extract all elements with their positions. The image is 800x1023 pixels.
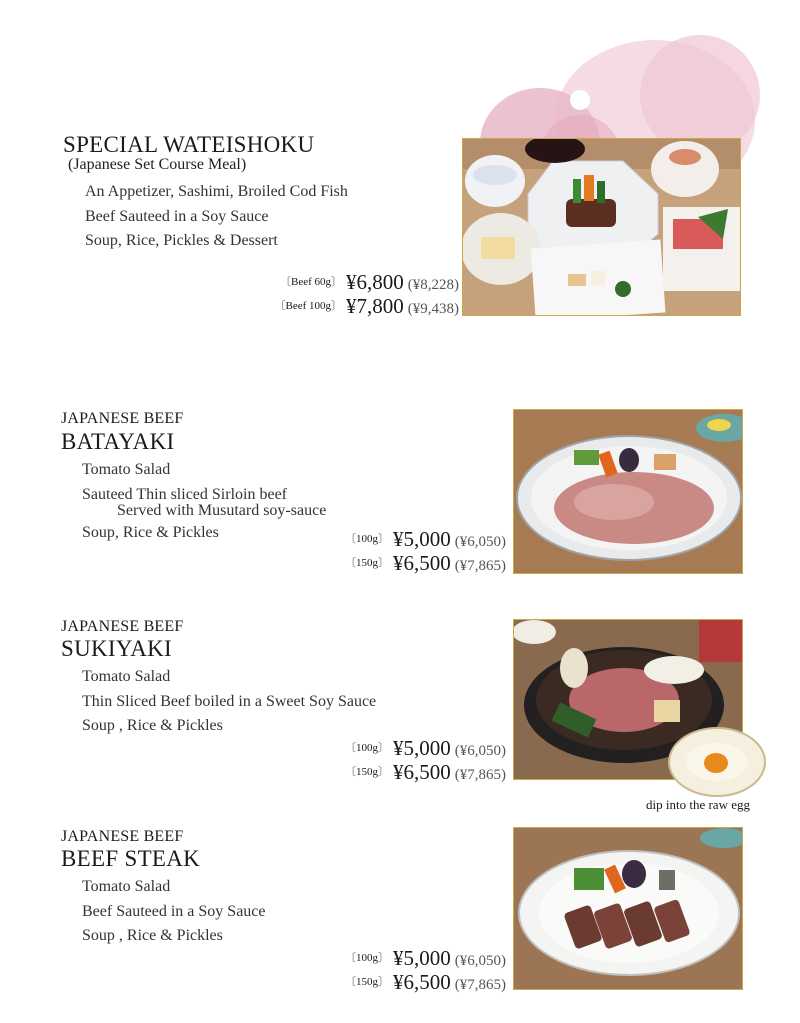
menu-item: Soup , Rice & Pickles xyxy=(82,717,223,734)
price-tag: 〔100g〕 xyxy=(345,533,389,545)
price-tag: 〔Beef 60g〕 xyxy=(279,276,342,288)
menu-item: Tomato Salad xyxy=(82,668,171,685)
price-row xyxy=(345,946,506,971)
menu-item: Soup , Rice & Pickles xyxy=(82,927,223,944)
price-tag: 〔100g〕 xyxy=(345,742,389,754)
price-with-tax: (¥6,050) xyxy=(454,534,506,550)
price: ¥7,800 xyxy=(346,294,404,318)
beef-steak-photo xyxy=(513,827,743,990)
section-title: BEEF STEAK xyxy=(61,846,201,871)
menu-item: Soup, Rice, Pickles & Dessert xyxy=(85,232,278,249)
price-tag: 〔Beef 100g〕 xyxy=(274,300,342,312)
price-with-tax: (¥7,865) xyxy=(454,558,506,574)
price: ¥5,000 xyxy=(393,527,451,551)
menu-item: Tomato Salad xyxy=(82,878,171,895)
price-row xyxy=(280,270,459,295)
section-subtitle: (Japanese Set Course Meal) xyxy=(68,156,247,173)
menu-item: Tomato Salad xyxy=(82,461,171,478)
price: ¥6,800 xyxy=(346,270,404,294)
price-with-tax: (¥6,050) xyxy=(454,743,506,759)
section-title: BATAYAKI xyxy=(61,429,175,454)
price: ¥6,500 xyxy=(393,760,451,784)
batayaki-photo xyxy=(513,409,743,574)
price-row xyxy=(345,527,506,552)
section-category: JAPANESE BEEF xyxy=(61,828,184,845)
price-with-tax: (¥9,438) xyxy=(407,301,459,317)
price-tag: 〔150g〕 xyxy=(345,766,389,778)
price-with-tax: (¥8,228) xyxy=(407,277,459,293)
price-row xyxy=(345,970,506,995)
section-title: SUKIYAKI xyxy=(61,636,173,661)
price: ¥5,000 xyxy=(393,736,451,760)
menu-item: Beef Sauteed in a Soy Sauce xyxy=(85,208,269,225)
price-with-tax: (¥7,865) xyxy=(454,977,506,993)
section-category: JAPANESE BEEF xyxy=(61,618,184,635)
price-tag: 〔150g〕 xyxy=(345,976,389,988)
price-row xyxy=(345,551,506,576)
price-tag: 〔100g〕 xyxy=(345,952,389,964)
price-row xyxy=(345,760,506,785)
price-tag: 〔150g〕 xyxy=(345,557,389,569)
section-category: JAPANESE BEEF xyxy=(61,410,184,427)
price: ¥6,500 xyxy=(393,970,451,994)
price: ¥6,500 xyxy=(393,551,451,575)
price-with-tax: (¥7,865) xyxy=(454,767,506,783)
menu-item: Served with Musutard soy-sauce xyxy=(117,502,327,519)
price: ¥5,000 xyxy=(393,946,451,970)
price-row xyxy=(345,736,506,761)
raw-egg-bowl xyxy=(668,727,766,797)
menu-item: Beef Sauteed in a Soy Sauce xyxy=(82,903,266,920)
menu-item: Sauteed Thin sliced Sirloin beef xyxy=(82,486,287,503)
price-row xyxy=(274,294,459,319)
photo-caption: dip into the raw egg xyxy=(646,797,750,812)
set-meal-photo xyxy=(462,138,741,316)
menu-item: Soup, Rice & Pickles xyxy=(82,524,219,541)
price-with-tax: (¥6,050) xyxy=(454,953,506,969)
menu-item: An Appetizer, Sashimi, Broiled Cod Fish xyxy=(85,183,348,200)
menu-item: Thin Sliced Beef boiled in a Sweet Soy Sauce xyxy=(82,693,377,710)
section-title: SPECIAL WATEISHOKU xyxy=(63,132,315,157)
